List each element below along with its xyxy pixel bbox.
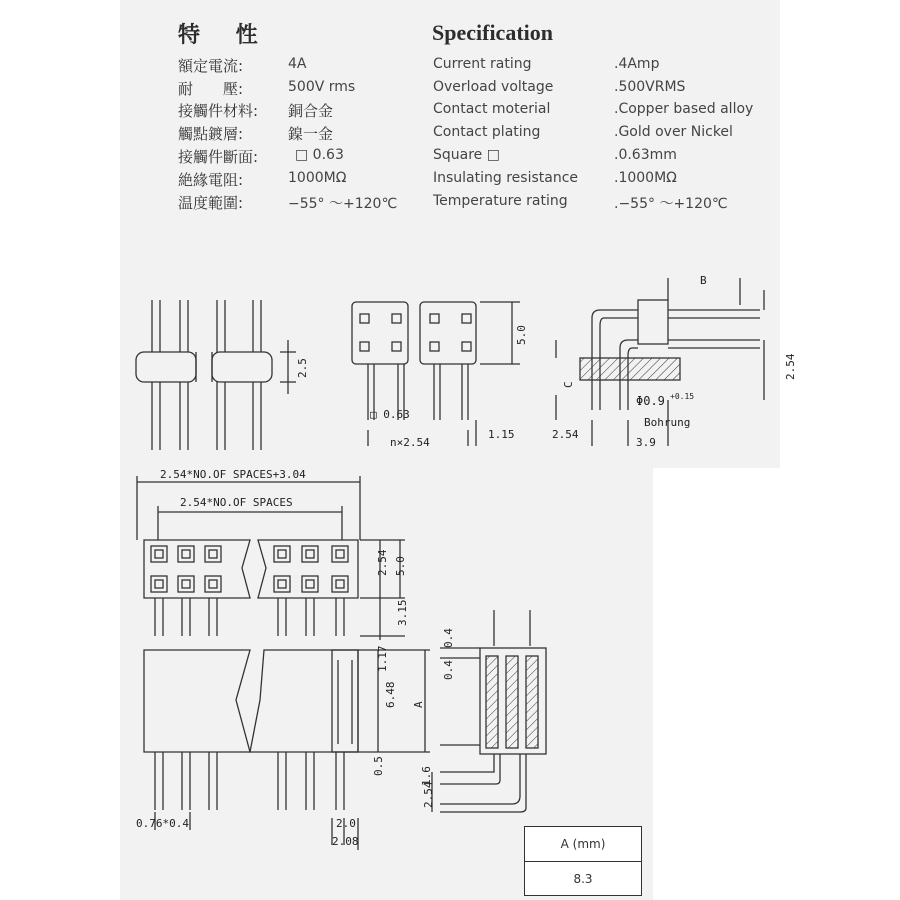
- spec-label-en: Overload voltage: [433, 79, 554, 95]
- table-header: A (mm): [525, 827, 641, 862]
- dim-B: B: [700, 274, 707, 287]
- spec-value-en: .4Amp: [614, 56, 660, 72]
- spec-label-en: Contact moterial: [433, 101, 551, 117]
- dim-0-4-mid: 0.4: [442, 660, 455, 680]
- spec-label-zh: 温度範圍:: [178, 194, 244, 212]
- spec-value-zh: 銅合金: [288, 102, 334, 120]
- spec-value-zh: −55° ～+120℃: [288, 196, 398, 212]
- dim-A: A: [412, 701, 425, 708]
- dim-pin-square: □ 0.63: [370, 408, 410, 421]
- dim-2-08: 2.08: [332, 835, 359, 848]
- dim-2-54-rows: 2.54: [376, 549, 389, 576]
- spec-label-zh: 絶緣電阻:: [178, 171, 244, 189]
- spec-value-en: .Copper based alloy: [614, 101, 754, 117]
- dim-5-0-width: 5.0: [394, 556, 407, 576]
- spec-label-zh: 耐 壓:: [178, 80, 244, 98]
- title-chinese: 特 性: [178, 22, 272, 48]
- spec-label-en: Insulating resistance: [433, 170, 579, 186]
- dim-pitch: n×2.54: [390, 436, 430, 449]
- table-value: 8.3: [573, 872, 593, 886]
- dim-0-5: 0.5: [372, 756, 385, 776]
- spec-label-en: Current rating: [433, 56, 532, 72]
- dim-C: C: [562, 381, 575, 388]
- dim-5-0: 5.0: [515, 325, 528, 345]
- dim-0-4-top: 0.4: [442, 628, 455, 648]
- spec-value-zh: 1000MΩ: [288, 170, 347, 186]
- dimension-table: [524, 826, 642, 896]
- dim-total-length: 2.54*NO.OF SPACES+3.04: [160, 468, 306, 481]
- pin-header-front-view: [352, 302, 520, 446]
- spec-value-en: .−55° ～+120℃: [614, 196, 728, 212]
- spec-value-zh: 500V rms: [288, 79, 356, 95]
- spec-value-en: .1000MΩ: [614, 170, 677, 186]
- title-english: Specification: [432, 20, 553, 45]
- dim-2-0: 2.0: [336, 817, 356, 830]
- spec-value-zh: 鎳一金: [288, 125, 334, 143]
- dim-1-15: 1.15: [488, 428, 515, 441]
- spec-label-zh: 接觸件斷面:: [178, 148, 259, 166]
- spec-label-en: Contact plating: [433, 124, 541, 140]
- dim-spaces-length: 2.54*NO.OF SPACES: [180, 496, 293, 509]
- spec-label-zh: 觸點鍍層:: [178, 125, 244, 143]
- spec-label-zh: 額定電流:: [178, 57, 244, 75]
- pin-header-side-view: [136, 300, 296, 450]
- dim-hole-diameter: Φ0.9: [636, 394, 665, 408]
- spec-value-zh: □ 0.63: [295, 147, 344, 163]
- dim-hole-tolerance: +0.15: [670, 392, 695, 401]
- spec-label-zh: 接觸件材料:: [178, 102, 259, 120]
- dim-6-48: 6.48: [384, 681, 397, 708]
- dim-2-5: 2.5: [296, 358, 309, 378]
- spec-value-en: .Gold over Nickel: [614, 124, 733, 140]
- dim-pin-section: 0.76*0.4: [136, 817, 189, 830]
- label-bohrung: Bohrung: [644, 416, 691, 429]
- dim-3-15: 3.15: [396, 599, 409, 626]
- spec-value-en: .500VRMS: [614, 79, 686, 95]
- dim-1-17: 1.17: [376, 645, 389, 672]
- spec-label-en: Square □: [433, 147, 500, 163]
- dim-3-9: 3.9: [636, 436, 656, 449]
- dim-2-54-lower: 2.54: [422, 781, 435, 808]
- spec-value-zh: 4A: [288, 56, 307, 72]
- spec-value-en: .0.63mm: [614, 147, 677, 163]
- dim-2-54-side: 2.54: [784, 353, 797, 380]
- dim-1-6: 1.6: [420, 766, 433, 786]
- dim-2-54: 2.54: [552, 428, 579, 441]
- spec-label-en: Temperature rating: [433, 193, 568, 209]
